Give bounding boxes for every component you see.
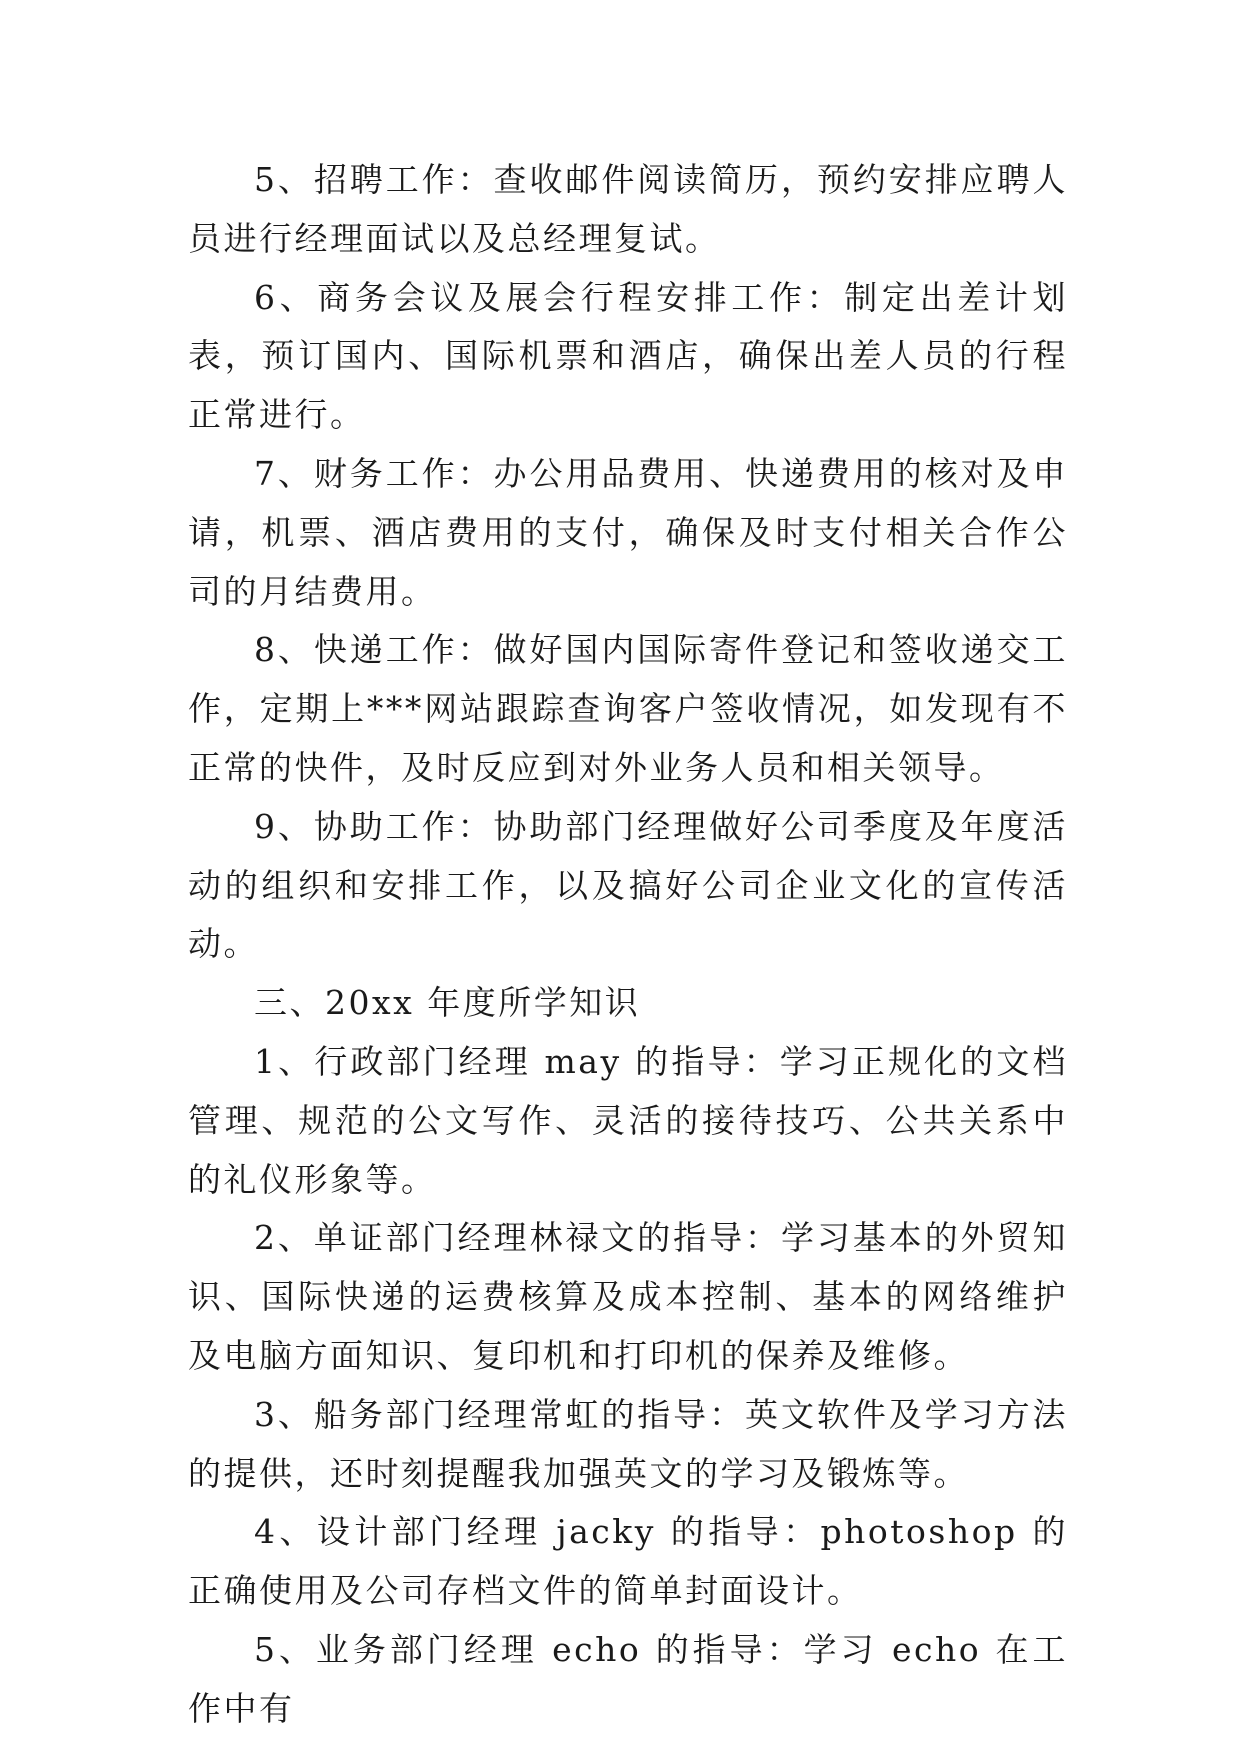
paragraph-admin-manager: 1、行政部门经理 may 的指导：学习正规化的文档管理、规范的公文写作、灵活的接待技巧、公共关系中的礼仪形象等。 [188,1041,1068,1199]
section-heading: 三、20xx 年度所学知识 [254,983,641,1023]
paragraph-business-travel: 6、商务会议及展会行程安排工作：制定出差计划表，预订国内、国际机票和酒店，确保出差人员的行程正常进行。 [188,277,1068,435]
paragraph-finance: 7、财务工作：办公用品费用、快递费用的核对及申请，机票、酒店费用的支付，确保及时支付相关合作公司的月结费用。 [188,453,1068,611]
paragraph-design-manager: 4、设计部门经理 jacky 的指导：photoshop 的正确使用及公司存档文件的简单封面设计。 [188,1512,1068,1611]
paragraph-shipping-manager: 3、船务部门经理常虹的指导：英文软件及学习方法的提供，还时刻提醒我加强英文的学习及锻炼等。 [188,1394,1068,1493]
paragraph-sales-manager: 5、业务部门经理 echo 的指导：学习 echo 在工作中有 [188,1629,1068,1728]
paragraph-assist: 9、协助工作：协助部门经理做好公司季度及年度活动的组织和安排工作，以及搞好公司企业文化的宣传活动。 [188,806,1068,964]
paragraph-documents-manager: 2、单证部门经理林禄文的指导：学习基本的外贸知识、国际快递的运费核算及成本控制、基本的网络维护及电脑方面知识、复印机和打印机的保养及维修。 [188,1218,1068,1375]
paragraph-express: 8、快递工作：做好国内国际寄件登记和签收递交工作，定期上***网站跟踪查询客户签收情况，如发现有不正常的快件，及时反应到对外业务人员和相关领导。 [188,630,1068,787]
document-body [188,151,1068,1739]
paragraph-recruitment: 5、招聘工作：查收邮件阅读简历，预约安排应聘人员进行经理面试以及总经理复试。 [188,160,1068,258]
